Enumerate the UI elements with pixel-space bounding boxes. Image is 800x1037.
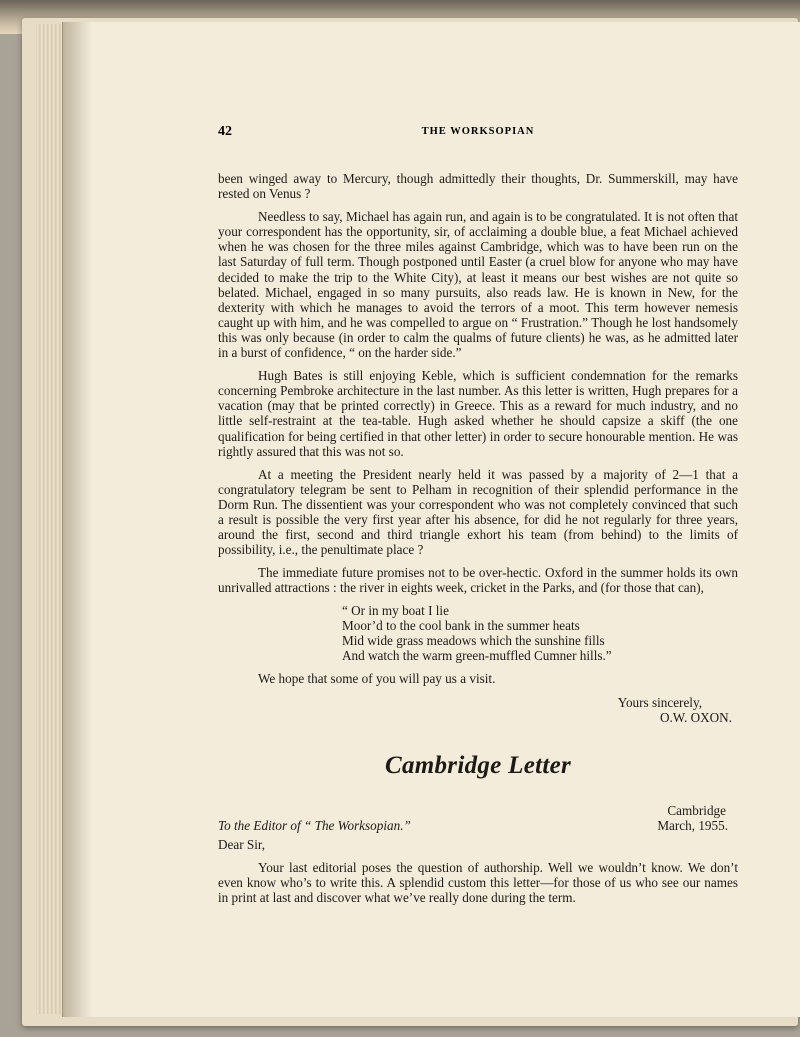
dateline-date: March, 1955.: [657, 817, 728, 833]
signoff-block: [218, 695, 738, 725]
page-number: 42: [218, 124, 232, 139]
poem-line: And watch the warm green-muffled Cumner hills.”: [342, 648, 612, 664]
poem-line: Mid wide grass meadows which the sunshine fills: [342, 633, 605, 649]
sign-off: Yours sincerely,: [617, 694, 702, 710]
cambridge-letter: [218, 751, 738, 905]
paragraph-president-meeting: At a meeting the President nearly held it was passed by a majority of 2—1 that a congratulatory telegram be sent to Pelham in recognition of their splendid performance in the Dorm Run. The dissentient was your correspondent who was not completely convinced that such a result is possible the very first year after his absence, for did he not regularly for three years, around the first, second and third triangle exhort his team (from behind) to the limits of possibility, i.e., the penultimate place ?: [218, 466, 738, 558]
journal-title: THE WORKSOPIAN: [421, 126, 535, 137]
paragraph-continued: been winged away to Mercury, though admittedly their thoughts, Dr. Summerskill, may have rested on Venus ?: [218, 171, 738, 202]
page-body: [218, 171, 738, 913]
closing-paragraph: We hope that some of you will pay us a visit.: [258, 671, 496, 687]
salutation: Dear Sir,: [218, 836, 266, 852]
running-head: [218, 124, 738, 142]
oxford-letter: [218, 171, 738, 725]
poem-line: Moor’d to the cool bank in the summer heats: [342, 618, 580, 634]
paragraph-authorship: Your last editorial poses the question of authorship. Well we wouldn’t know. We don’t even know who’s to write this. A splendid custom this letter—for those of us who see our names in print at last and discover what we’ve really done during the term.: [218, 859, 738, 905]
addressee: To the Editor of “ The Worksopian.”: [218, 817, 411, 833]
signature: O.W. OXON.: [659, 709, 732, 725]
paragraph-immediate-future: The immediate future promises not to be over-hectic. Oxford in the summer holds its own unrivalled attractions : the river in eights week, cricket in the Parks, and (for those that can),: [218, 565, 738, 596]
poem-quotation: [342, 603, 738, 663]
spine-shadow: [62, 22, 92, 1017]
dateline-place: Cambridge: [667, 802, 726, 818]
poem-line: “ Or in my boat I lie: [342, 603, 449, 619]
dateline: [218, 803, 738, 837]
paragraph-michael: Needless to say, Michael has again run, and again is to be congratulated. It is not often that your correspondent has the opportunity, sir, of acclaiming a double blue, a feat Michael achieved when he was chosen for the three miles against Cambridge, which was to have been run on the last Saturday of full term. Though postponed until Easter (a cruel blow for anyone who may have decided to make the trip to the White City), at least it means our best wishes are not quite so belated. Michael, engaged in so many pursuits, also reads law. He is known in New, for the dexterity with which he manages to avoid the terrors of a moot. This term however nemesis caught up with him, and he was compelled to argue on “ Frustration.” Though he lost handsomely this was only because (in order to calm the qualms of future clients) he was, as he admitted later in a burst of confidence, “ on the harder side.”: [218, 209, 738, 361]
section-title: Cambridge Letter: [384, 751, 572, 779]
paragraph-hugh-bates: Hugh Bates is still enjoying Keble, which is sufficient condemnation for the remarks concerning Pembroke architecture in the last number. As this letter is written, Hugh prepares for a vacation (may that be printed correctly) in Greece. This as a reward for much industry, and no little self-restraint at the tea-table. Hugh asked whether he should capsize a skiff (the one qualification for being certified in that other letter) in order to secure honourable mention. He was rightly assured that this was not so.: [218, 368, 738, 459]
